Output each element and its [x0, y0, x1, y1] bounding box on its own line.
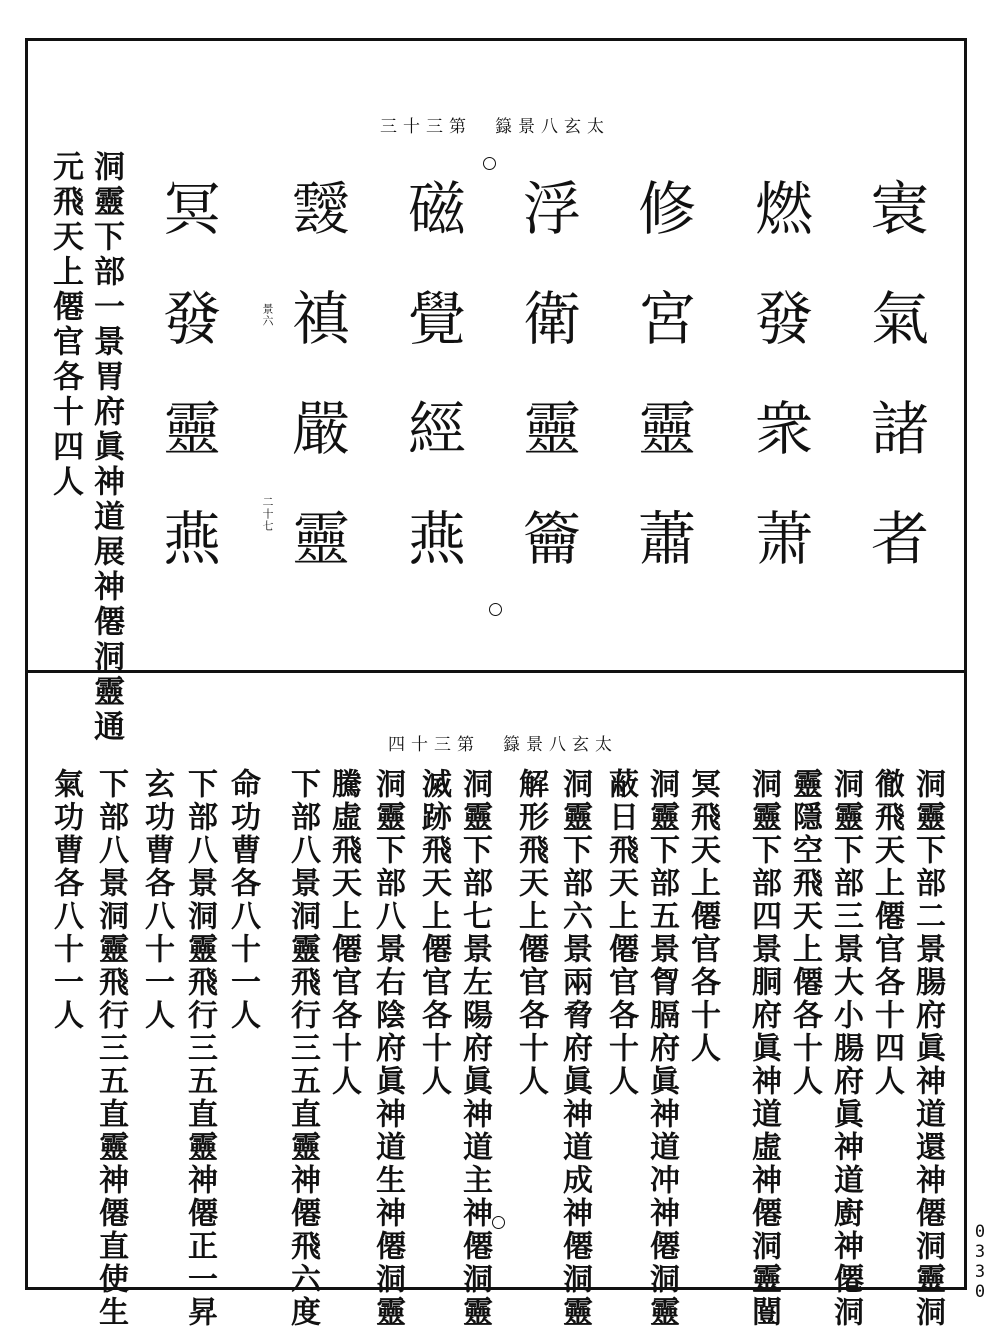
seal-column: 磁覺經燕 — [398, 178, 466, 618]
small-note: 二十七 — [261, 496, 274, 532]
text-column: 命功曹各八十一人 — [225, 768, 260, 1032]
text-column: 解形飛天上僊官各十人 — [513, 768, 548, 1098]
seal-column: 靉禛嚴靈 — [282, 178, 350, 618]
seal-column: 㝨氣諸者 — [861, 178, 929, 618]
text-column: 洞靈下部五景胷膈府眞神道冲神僊洞靈 — [644, 768, 679, 1329]
caption-column: 洞靈下部一景胃府眞神道展神僊洞靈通 — [88, 150, 124, 745]
text-column: 洞靈下部七景左陽府眞神道主神僊洞靈 — [457, 768, 492, 1329]
text-column: 下部八景洞靈飛行三五直靈神僊飛六度 — [285, 768, 320, 1329]
seal-column: 冥發靈燕 — [153, 178, 221, 618]
text-column: 洞靈下部六景兩脅府眞神道成神僊洞靈 — [557, 768, 592, 1329]
panel-divider — [25, 670, 967, 673]
circle-mark — [489, 603, 502, 616]
seal-column: 修宮靈蕭 — [628, 178, 696, 618]
text-column: 靈隱空飛天上僊各十人 — [787, 768, 822, 1098]
text-column: 玄功曹各八十一人 — [139, 768, 174, 1032]
top-panel-header: 三十三第 籙景八玄太 — [380, 117, 610, 137]
text-column: 騰虛飛天上僊官各十人 — [326, 768, 361, 1098]
text-column: 冥飛天上僊官各十人 — [685, 768, 720, 1065]
small-note: 景六 — [261, 303, 274, 327]
text-column: 徹飛天上僊官各十四人 — [869, 768, 904, 1098]
text-column: 下部八景洞靈飛行三五直靈神僊直使生 — [93, 768, 128, 1329]
text-column: 下部八景洞靈飛行三五直靈神僊正一昇 — [182, 768, 217, 1329]
text-column: 洞靈下部八景右陰府眞神道生神僊洞靈 — [370, 768, 405, 1329]
page-number: 0330 — [970, 1222, 990, 1302]
text-column: 洞靈下部三景大小腸府眞神道廚神僊洞 — [828, 768, 863, 1329]
seal-column: 浮衛靈籥 — [513, 178, 581, 618]
text-column: 氣功曹各八十一人 — [48, 768, 83, 1032]
seal-column: 燃發衆萧 — [745, 178, 813, 618]
circle-mark — [483, 157, 496, 170]
text-column: 洞靈下部二景腸府眞神道還神僊洞靈洞 — [910, 768, 945, 1329]
bottom-panel-header: 四十三第 籙景八玄太 — [388, 735, 618, 755]
text-column: 蔽日飛天上僊官各十人 — [603, 768, 638, 1098]
caption-column: 元飛天上僊官各十四人 — [47, 150, 83, 500]
text-column: 洞靈下部四景胴府眞神道虛神僊洞靈闓 — [746, 768, 781, 1329]
text-column: 滅跡飛天上僊官各十人 — [416, 768, 451, 1098]
